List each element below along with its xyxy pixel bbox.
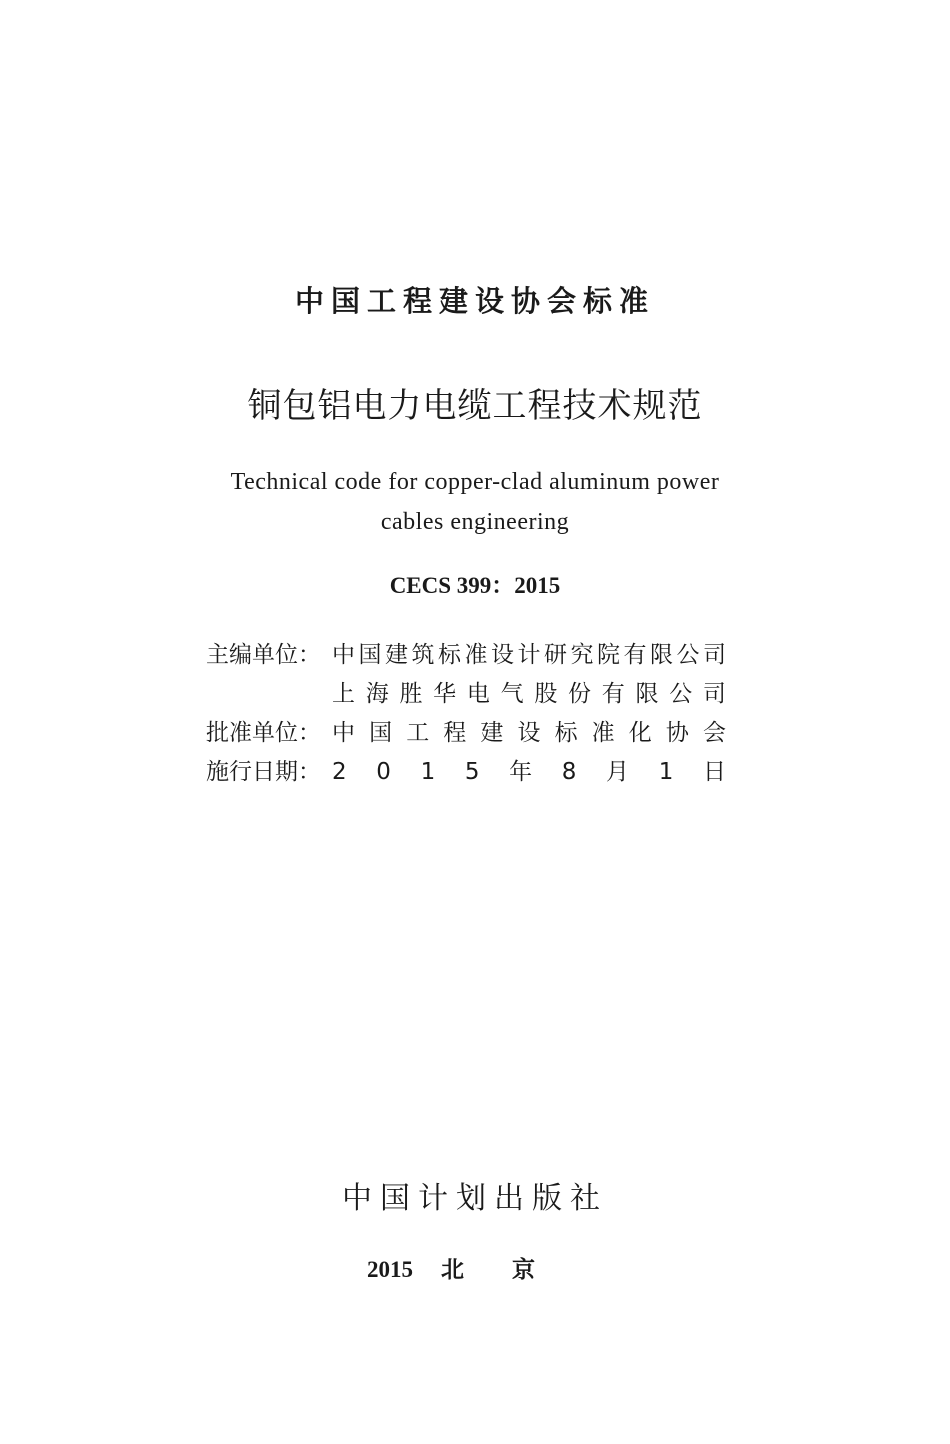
effective-date [332, 753, 726, 792]
glyph: 会 [702, 720, 726, 746]
glyph: 司 [702, 681, 726, 707]
glyph: 日 [702, 759, 726, 785]
effective-date-label: 施行日期： [206, 759, 321, 785]
publisher: 中国计划出版社 [342, 1181, 608, 1216]
approver-row [206, 714, 726, 753]
glyph: 程 [443, 720, 467, 746]
glyph: 华 [433, 681, 457, 707]
glyph: 份 [568, 681, 592, 707]
chief-editor-2 [332, 675, 726, 714]
glyph: 月 [606, 759, 630, 785]
glyph: 标 [554, 720, 578, 746]
glyph: 准 [464, 642, 488, 668]
glyph: 研 [544, 642, 567, 668]
chief-editor-row [206, 636, 726, 675]
glyph: 准 [591, 720, 615, 746]
glyph: 标 [438, 642, 461, 668]
glyph: 有 [623, 642, 647, 668]
glyph: 电 [466, 681, 490, 707]
glyph: 国 [369, 720, 393, 746]
glyph: 司 [703, 642, 726, 668]
glyph: 公 [669, 681, 693, 707]
glyph: 工 [406, 720, 430, 746]
glyph: 8 [561, 759, 577, 785]
glyph: 建 [480, 720, 504, 746]
glyph: 2 [332, 759, 347, 785]
chief-editor-1 [332, 636, 726, 675]
glyph: 建 [385, 642, 408, 668]
glyph: 设 [491, 642, 514, 668]
glyph: 协 [665, 720, 689, 746]
publication-year: 2015 [367, 1257, 413, 1282]
glyph: 筑 [411, 642, 435, 668]
standard-code-number: CECS 399：2015 [389, 573, 561, 598]
glyph: 国 [358, 642, 382, 668]
glyph: 计 [517, 642, 541, 668]
title-english-line-2: cables engineering [380, 509, 570, 535]
glyph: 股 [534, 681, 558, 707]
publication-info [206, 636, 726, 792]
glyph: 有 [601, 681, 625, 707]
glyph: 院 [597, 642, 620, 668]
glyph: 1 [420, 759, 436, 785]
glyph: 年 [509, 759, 533, 785]
glyph: 设 [517, 720, 541, 746]
organization-standard: 中国工程建设协会标准 [294, 284, 655, 318]
glyph: 中 [332, 642, 355, 668]
publication-place [0, 1254, 950, 1286]
glyph: 限 [635, 681, 659, 707]
title-english-line-1: Technical code for copper-clad aluminum power [230, 469, 720, 495]
title-english [0, 462, 950, 542]
glyph: 上 [332, 681, 355, 707]
glyph: 1 [658, 759, 674, 785]
title-chinese: 铜包铝电力电缆工程技术规范 [247, 386, 703, 426]
glyph: 0 [376, 759, 391, 785]
glyph: 5 [464, 759, 480, 785]
chief-editor-label-spacer [206, 675, 332, 714]
effective-date-row [206, 753, 726, 792]
glyph: 胜 [399, 681, 423, 707]
glyph: 气 [500, 681, 524, 707]
approver-label: 批准单位： [206, 720, 321, 746]
glyph: 海 [365, 681, 389, 707]
glyph: 限 [650, 642, 673, 668]
chief-editor-label: 主编单位： [206, 642, 321, 668]
glyph: 化 [628, 720, 652, 746]
publication-city: 北京 [441, 1257, 583, 1283]
chief-editor-row-2 [206, 675, 726, 714]
approver [332, 714, 726, 753]
glyph: 究 [570, 642, 594, 668]
glyph: 中 [332, 720, 355, 746]
glyph: 公 [676, 642, 700, 668]
